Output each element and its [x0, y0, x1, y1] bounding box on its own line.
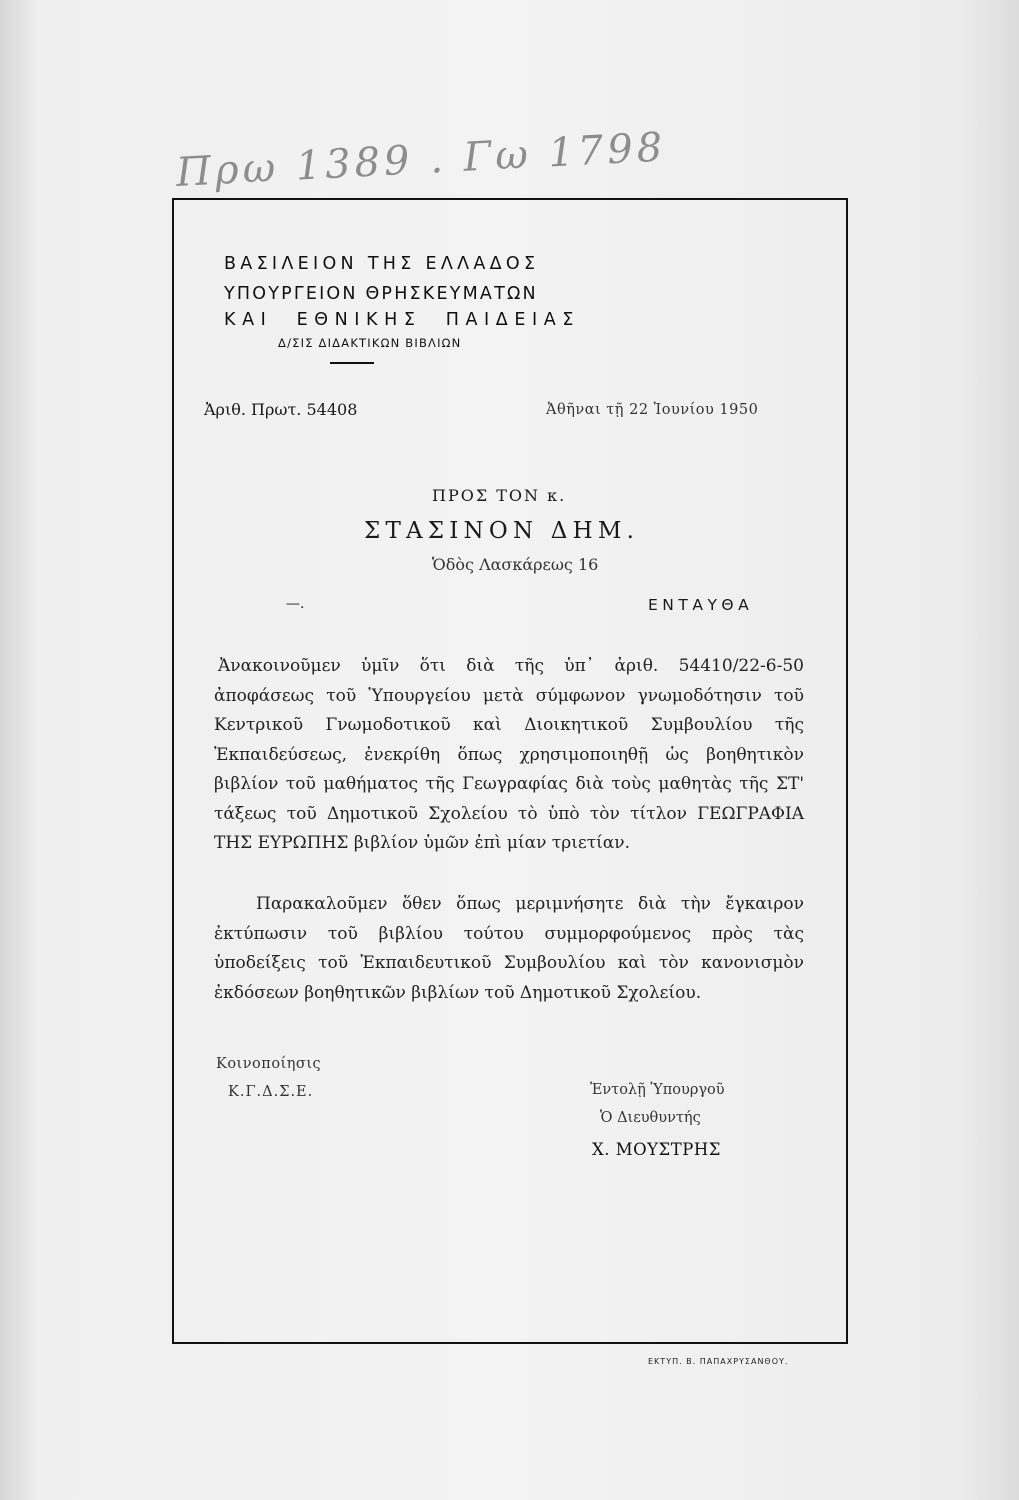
letterhead-ministry: ΥΠΟΥΡΓΕΙΟΝ ΘΡΗΣΚΕΥΜΑΤΩΝ [224, 284, 538, 304]
body-paragraph-2: Παρακαλοῦμεν ὅθεν ὅπως μεριμνήσητε διὰ τὴν ἔγκαιρον ἐκτύπωσιν τοῦ βιβλίου τούτου συμμορφούμενος πρὸς τὰς ὑποδείξεις τοῦ Ἐκπαιδευτικοῦ Συμβουλίου καὶ τὸν κανονισμὸν ἐκδόσεων βοηθητικῶν βιβλίων τοῦ Δημοτικοῦ Σχολείου. [214, 894, 804, 1003]
letter-date: Ἀθῆναι τῇ 22 Ἰουνίου 1950 [546, 402, 759, 418]
signature-title: Ὁ Διευθυντής [600, 1110, 701, 1126]
handwritten-note: Πρω 1389 . Γω 1798 [175, 124, 668, 196]
document-frame [172, 198, 848, 1344]
recipient-street: Ὁδὸς Λασκάρεως 16 [432, 555, 599, 574]
printer-credit: ΕΚΤΥΠ. Β. ΠΑΠΑΧΡΥΣΑΝΘΟΥ. [648, 1357, 789, 1366]
signature-name: Χ. ΜΟΥΣΤΡΗΣ [592, 1140, 721, 1159]
letterhead-kingdom: ΒΑΣΙΛΕΙΟΝ ΤΗΣ ΕΛΛΑΔΟΣ [224, 254, 540, 274]
letterhead-ministry-cont: ΚΑΙ ΕΘΝΙΚΗΣ ΠΑΙΔΕΙΑΣ [224, 310, 581, 330]
recipient-name: ΣΤΑΣΙΝΟΝ ΔΗΜ. [364, 518, 640, 544]
protocol-number: Ἀριθ. Πρωτ. 54408 [204, 400, 358, 419]
letterhead-divider [330, 362, 374, 364]
recipient-prefix: ΠΡΟΣ ΤΟΝ κ. [432, 486, 567, 505]
recipient-dash: —. [286, 596, 305, 612]
signature-authority: Ἐντολῇ Ὑπουργοῦ [590, 1082, 725, 1098]
recipient-location: ΕΝΤΑΥΘΑ [648, 596, 754, 614]
letterhead-directorate: Δ/ΣΙΣ ΔΙΔΑΚΤΙΚΩΝ ΒΙΒΛΙΩΝ [278, 336, 462, 350]
copy-to-recipient: Κ.Γ.Δ.Σ.Ε. [228, 1084, 314, 1100]
copy-to-label: Κοινοποίησις [216, 1056, 322, 1072]
body-paragraph-1: Ἀνακοινοῦμεν ὑμῖν ὅτι διὰ τῆς ὑπ᾽ ἀριθ. 54410/22-6-50 ἀποφάσεως τοῦ Ὑπουργείου μετὰ σύμφωνον γνωμοδότησιν τοῦ Κεντρικοῦ Γνωμοδοτικοῦ καὶ Διοικητικοῦ Συμβουλίου τῆς Ἐκπαιδεύσεως, ἐνεκρίθη ὅπως χρησιμοποιηθῇ ὡς βοηθητικὸν βιβλίον τοῦ μαθήματος τῆς Γεωγραφίας διὰ τοὺς μαθητὰς τῆς ΣΤ' τάξεως τοῦ Δημοτικοῦ Σχολείου τὸ ὑπὸ τὸν τίτλον ΓΕΩΓΡΑΦΙΑ ΤΗΣ ΕΥΡΩΠΗΣ βιβλίον ὑμῶν ἐπὶ μίαν τριετίαν. [214, 656, 804, 853]
